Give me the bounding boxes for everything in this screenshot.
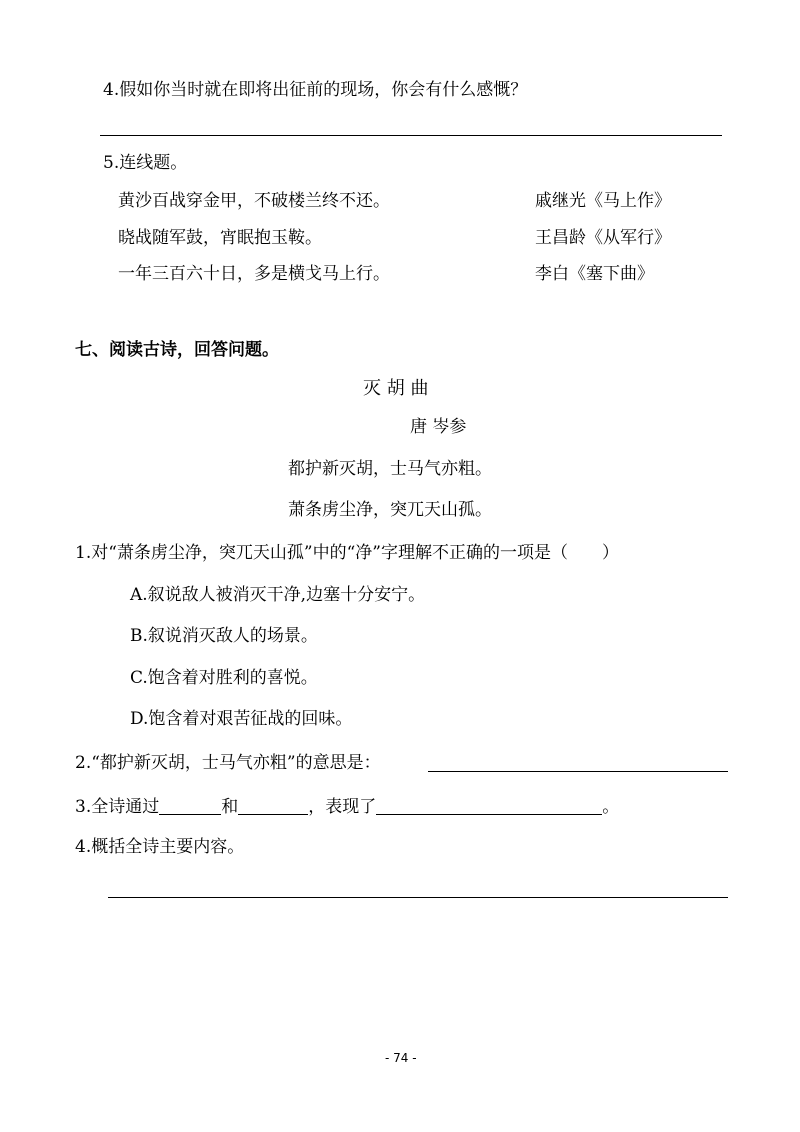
- page-number: - 74 -: [385, 1051, 417, 1065]
- q3-part1: 3.全诗通过: [75, 797, 160, 817]
- poem-line-2: 萧条虏尘净，突兀天山孤。: [288, 500, 492, 520]
- q3-part4: 。: [602, 797, 620, 817]
- q3-part3: ，表现了: [308, 797, 377, 817]
- option-c[interactable]: C.饱含着对胜利的喜悦。: [130, 668, 318, 688]
- poem-author: 唐 岑参: [410, 417, 467, 437]
- option-a[interactable]: A.叙说敌人被消灭干净,边塞十分安宁。: [130, 585, 426, 605]
- option-b[interactable]: B.叙说消灭敌人的场景。: [130, 626, 318, 646]
- question-7-3: [75, 797, 619, 816]
- answer-line-q7-2[interactable]: [428, 771, 728, 772]
- answer-line-q4[interactable]: [100, 135, 722, 136]
- option-d[interactable]: D.饱含着对艰苦征战的回味。: [130, 709, 353, 729]
- blank-3[interactable]: [376, 797, 602, 815]
- match-right-3[interactable]: 李白《塞下曲》: [535, 264, 654, 284]
- question-7-1-stem: 1.对“萧条虏尘净，突兀天山孤”中的“净”字理解不正确的一项是（ ）: [75, 543, 619, 563]
- match-left-1[interactable]: 黄沙百战穿金甲，不破楼兰终不还。: [118, 191, 390, 211]
- answer-line-q7-4[interactable]: [108, 897, 728, 898]
- poem-line-1: 都护新灭胡，士马气亦粗。: [288, 459, 492, 479]
- question-7-4-stem: 4.概括全诗主要内容。: [75, 837, 245, 857]
- match-left-3[interactable]: 一年三百六十日，多是横戈马上行。: [118, 264, 390, 284]
- question-5-title: 5.连线题。: [103, 153, 188, 173]
- match-right-1[interactable]: 戚继光《马上作》: [535, 191, 671, 211]
- blank-2[interactable]: [238, 797, 308, 815]
- section-7-heading: 七、阅读古诗，回答问题。: [75, 340, 279, 360]
- match-right-2[interactable]: 王昌龄《从军行》: [535, 228, 671, 248]
- question-4-prompt: 4.假如你当时就在即将出征前的现场，你会有什么感慨？: [103, 80, 528, 100]
- q3-part2: 和: [221, 797, 239, 817]
- poem-title: 灭 胡 曲: [363, 378, 429, 399]
- blank-1[interactable]: [159, 797, 221, 815]
- question-7-2-stem: 2.“都护新灭胡，士马气亦粗”的意思是：: [75, 753, 381, 773]
- match-left-2[interactable]: 晓战随军鼓，宵眠抱玉鞍。: [118, 228, 322, 248]
